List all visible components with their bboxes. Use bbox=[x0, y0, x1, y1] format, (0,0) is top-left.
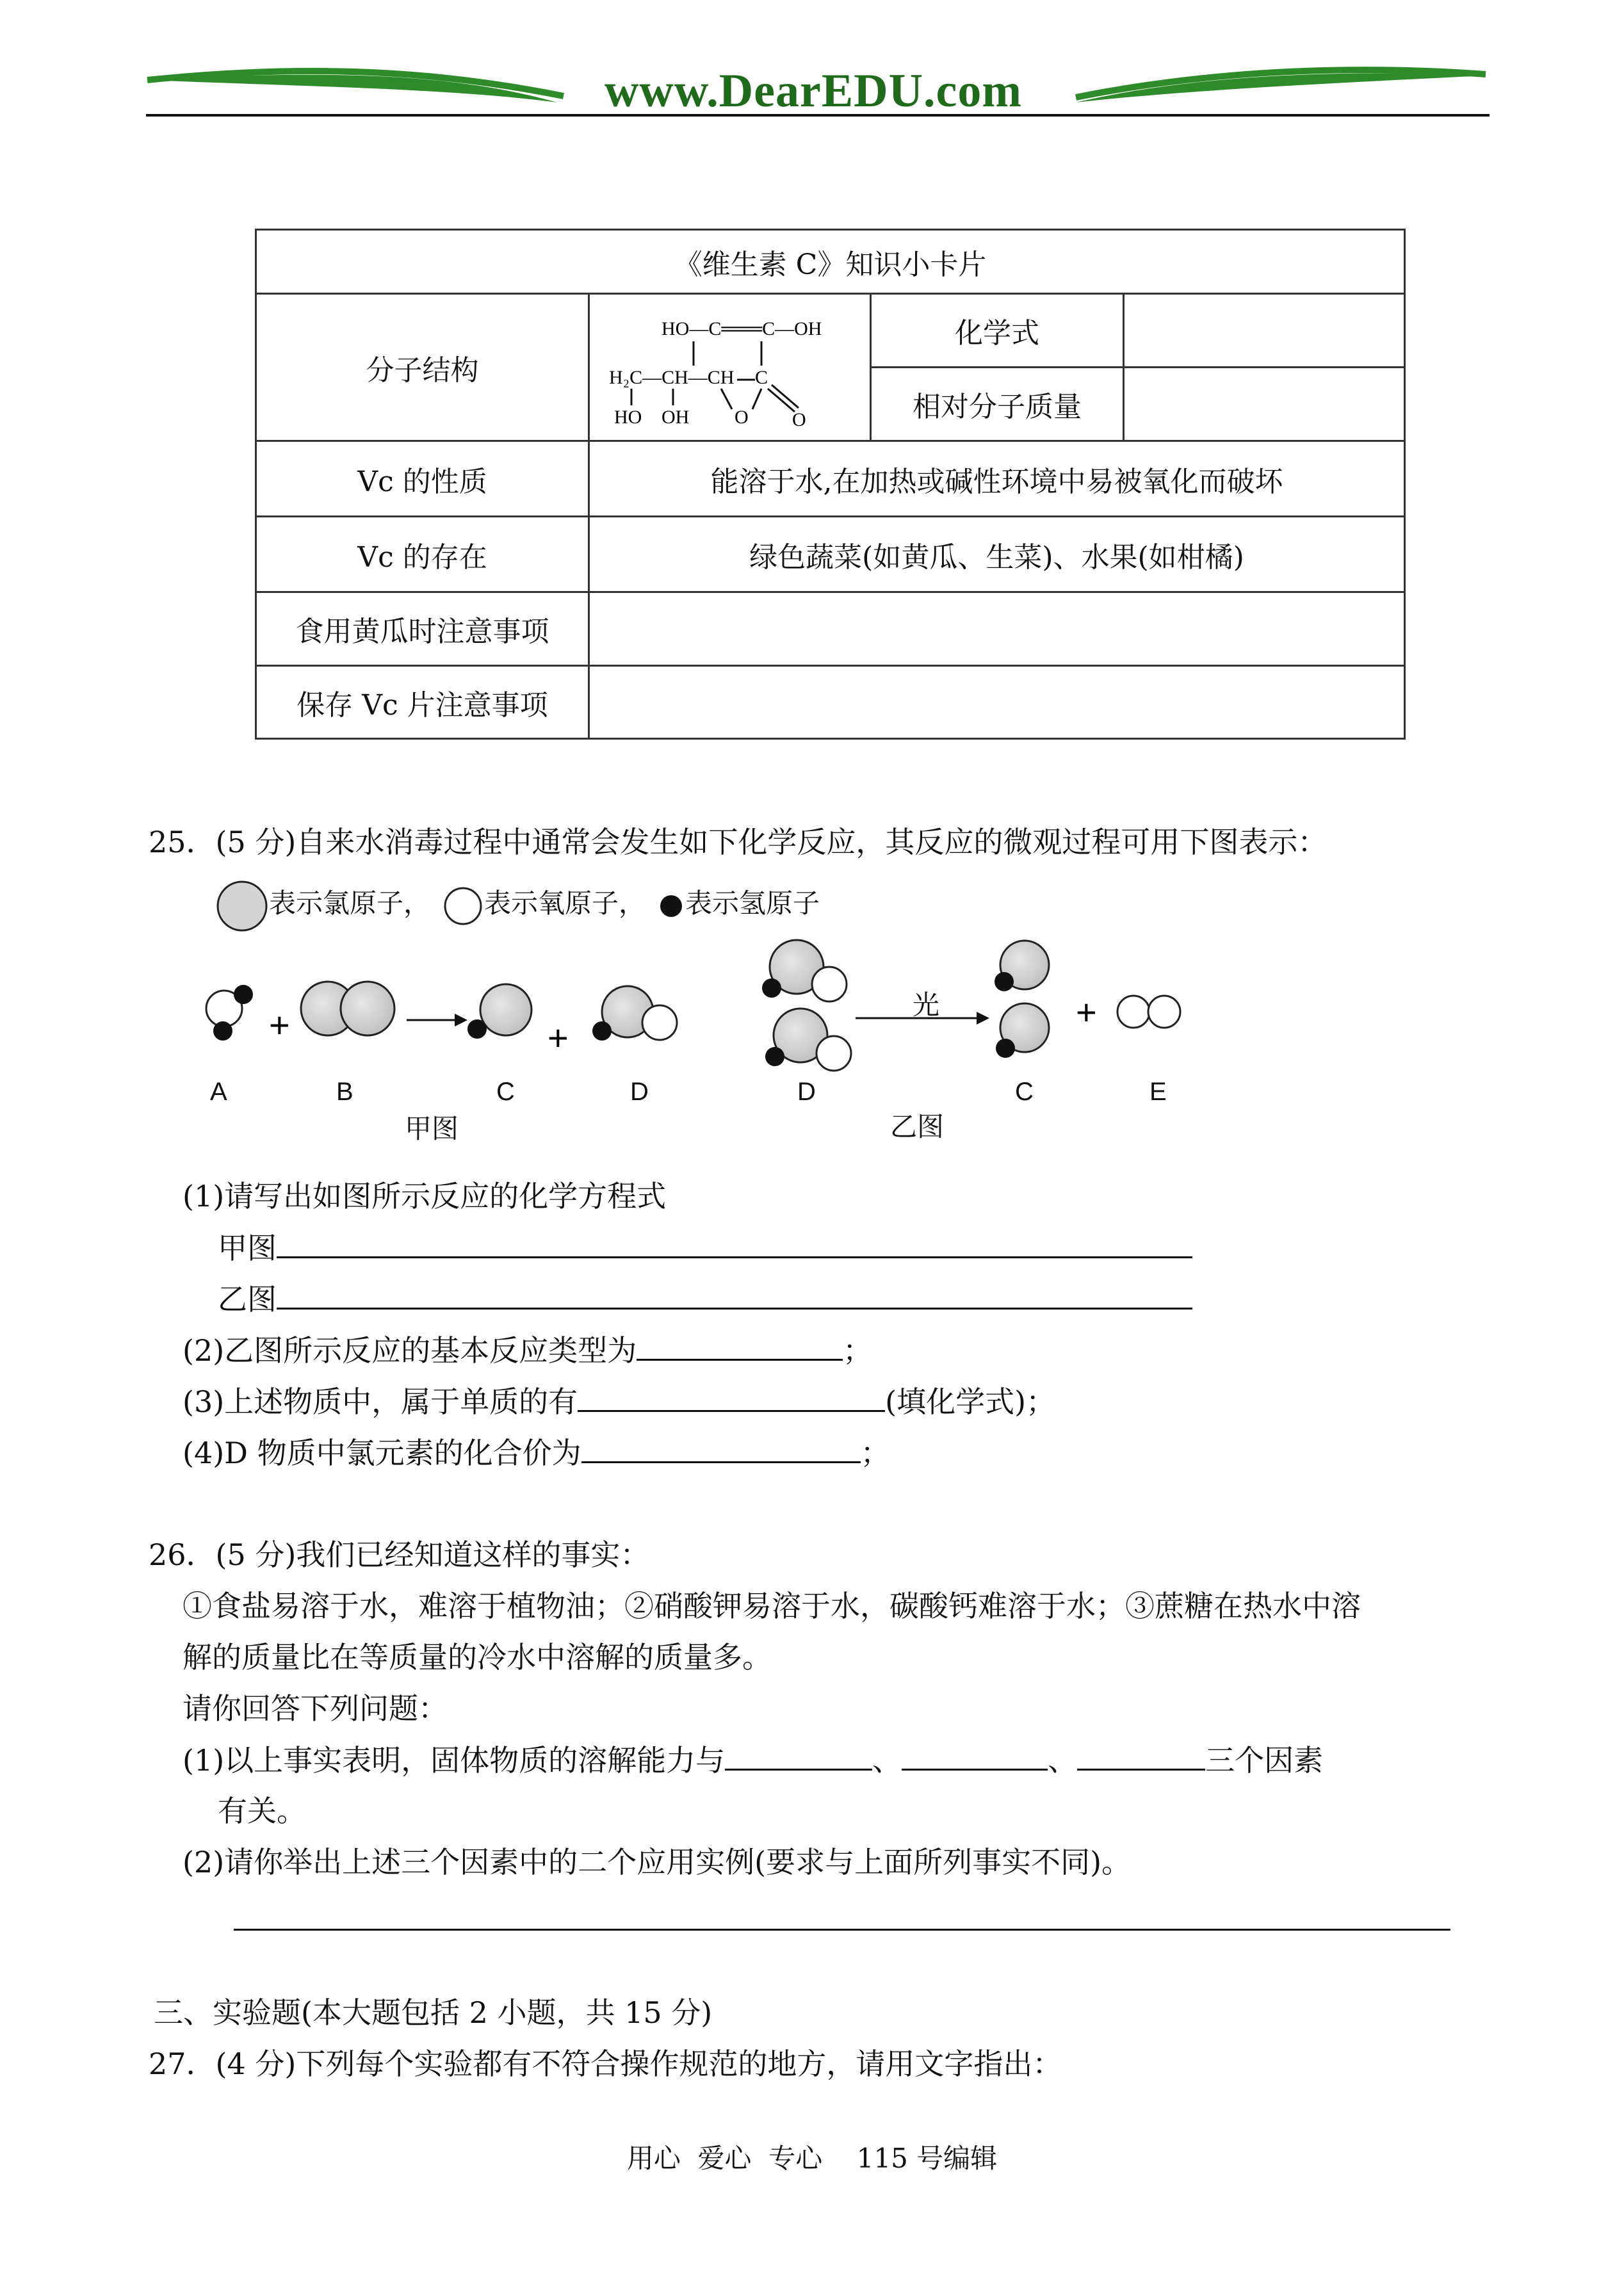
caption-jia: 甲图 bbox=[405, 1113, 459, 1144]
cucumber-label: 食用黄瓜时注意事项 bbox=[256, 592, 589, 666]
molecule-e-oxygen bbox=[1117, 996, 1180, 1028]
storage-label: 保存 Vc 片注意事项 bbox=[256, 666, 589, 739]
q25-p2 bbox=[183, 1331, 872, 1370]
molecule-d-hclo bbox=[592, 986, 677, 1041]
q25-p1-yi bbox=[218, 1279, 1192, 1318]
properties-label: Vc 的性质 bbox=[256, 441, 589, 517]
formula-label: 化学式 bbox=[871, 294, 1124, 368]
oxygen-atom-icon bbox=[445, 888, 481, 924]
mass-value[interactable] bbox=[1124, 368, 1405, 441]
q26-p1-sep-2: 、 bbox=[1048, 1743, 1078, 1778]
q25-p4-text: (4)D 物质中氯元素的化合价为 bbox=[183, 1436, 581, 1470]
vitamin-c-card bbox=[255, 229, 1404, 738]
legend-cl: 表示氯原子， bbox=[269, 888, 431, 919]
q25-p3 bbox=[183, 1382, 1055, 1421]
q25-p1-yi-label: 乙图 bbox=[218, 1282, 277, 1317]
q26-p1 bbox=[183, 1740, 1323, 1780]
molecular-structure bbox=[589, 294, 871, 441]
answer-examples-line[interactable] bbox=[234, 1929, 1450, 1931]
q25-p1-jia bbox=[218, 1228, 1192, 1267]
structure-label: 分子结构 bbox=[256, 294, 589, 441]
svg-text:+: + bbox=[548, 1018, 569, 1058]
structure-ring-o: O bbox=[735, 407, 749, 428]
structure-c-right: C bbox=[755, 367, 768, 388]
q27-stem: 27．(4 分)下列每个实验都有不符合操作规范的地方，请用文字指出： bbox=[149, 2047, 1062, 2081]
reaction-diagrams bbox=[186, 932, 1210, 1143]
legend-h: 表示氢原子 bbox=[685, 888, 820, 919]
structure-top: HO—C═══C—OH bbox=[662, 318, 822, 339]
q26-facts-line1: ①食盐易溶于水，难溶于植物油；②硝酸钾易溶于水，碳酸钙难溶于水；③蔗糖在热水中溶 bbox=[183, 1589, 1361, 1623]
q26-stem: 26．(5 分)我们已经知道这样的事实： bbox=[149, 1537, 650, 1572]
answer-elements[interactable] bbox=[578, 1382, 885, 1412]
answer-factor-2[interactable] bbox=[902, 1740, 1048, 1771]
existence-value: 绿色蔬菜(如黄瓜、生菜)、水果(如柑橘) bbox=[589, 517, 1405, 592]
q25-p2-text: (2)乙图所示反应的基本反应类型为 bbox=[183, 1333, 637, 1368]
card-title: 《维生素 C》知识小卡片 bbox=[256, 230, 1405, 294]
section3-title: 三、实验题(本大题包括 2 小题，共 15 分) bbox=[154, 1995, 713, 2030]
label-c-yi: C bbox=[1015, 1078, 1034, 1106]
answer-factor-1[interactable] bbox=[725, 1740, 872, 1771]
condition-light: 光 bbox=[913, 989, 940, 1021]
mass-label: 相对分子质量 bbox=[871, 368, 1124, 441]
molecule-c-hcl-2 bbox=[996, 1003, 1049, 1058]
svg-text:+: + bbox=[1076, 992, 1097, 1032]
structure-ho: HO bbox=[614, 407, 642, 428]
arrow-jia bbox=[407, 1014, 467, 1026]
answer-yi-equation[interactable] bbox=[277, 1279, 1192, 1310]
q25-p4 bbox=[183, 1433, 890, 1472]
molecule-d-hclo-2 bbox=[765, 1009, 851, 1071]
q25-p2-end: ； bbox=[843, 1333, 873, 1368]
q25-p4-end: ； bbox=[860, 1436, 890, 1470]
formula-value[interactable] bbox=[1124, 294, 1405, 368]
q25-p1-jia-label: 甲图 bbox=[218, 1231, 277, 1265]
label-b: B bbox=[336, 1078, 353, 1106]
label-a: A bbox=[210, 1078, 227, 1106]
label-c: C bbox=[496, 1078, 515, 1106]
storage-answer[interactable] bbox=[589, 666, 1405, 739]
q25-stem: 25．(5 分)自来水消毒过程中通常会发生如下化学反应，其反应的微观过程可用下图表示： bbox=[149, 825, 1328, 859]
existence-label: Vc 的存在 bbox=[256, 517, 589, 592]
answer-valence[interactable] bbox=[581, 1433, 861, 1463]
q26-ask: 请你回答下列问题： bbox=[183, 1691, 448, 1726]
label-e: E bbox=[1149, 1078, 1167, 1106]
legend-o: 表示氧原子， bbox=[484, 888, 646, 919]
site-logo[interactable]: www.DearEDU.com bbox=[604, 65, 1023, 117]
structure-oh: OH bbox=[662, 407, 690, 428]
svg-text:+: + bbox=[269, 1005, 290, 1045]
answer-jia-equation[interactable] bbox=[277, 1228, 1192, 1258]
molecule-c-hcl-1 bbox=[995, 941, 1049, 991]
label-d-yi: D bbox=[797, 1078, 816, 1106]
q25-legend bbox=[211, 880, 916, 932]
answer-reaction-type[interactable] bbox=[637, 1331, 843, 1361]
vitamin-c-structure-diagram bbox=[590, 295, 869, 439]
page-header bbox=[0, 0, 1624, 128]
chlorine-atom-icon bbox=[218, 882, 266, 930]
q25-p3-text: (3)上述物质中，属于单质的有 bbox=[183, 1384, 578, 1419]
structure-mid: H₂C—CH—CH bbox=[609, 367, 735, 388]
molecule-a-water bbox=[206, 985, 253, 1041]
caption-yi: 乙图 bbox=[890, 1111, 945, 1142]
q26-p1-text: (1)以上事实表明，固体物质的溶解能力与 bbox=[183, 1743, 726, 1778]
q26-p1-end: 三个因素 bbox=[1205, 1743, 1324, 1778]
molecule-d-hclo-1 bbox=[762, 940, 847, 1002]
q26-p1-cont: 有关。 bbox=[218, 1794, 306, 1828]
q26-p2: (2)请你举出上述三个因素中的二个应用实例(要求与上面所列事实不同)。 bbox=[183, 1845, 1132, 1879]
properties-value: 能溶于水,在加热或碱性环境中易被氧化而破坏 bbox=[589, 441, 1405, 517]
molecule-c-hcl bbox=[467, 984, 532, 1039]
label-d: D bbox=[630, 1078, 649, 1106]
answer-factor-3[interactable] bbox=[1077, 1740, 1205, 1771]
cucumber-answer[interactable] bbox=[589, 592, 1405, 666]
hydrogen-atom-icon bbox=[660, 895, 682, 917]
q26-facts-line2: 解的质量比在等质量的冷水中溶解的质量多。 bbox=[183, 1640, 772, 1675]
page-footer: 用心 爱心 专心 115 号编辑 bbox=[626, 2143, 998, 2174]
q25-p3-end: (填化学式)； bbox=[885, 1384, 1056, 1419]
q26-p1-sep-1: 、 bbox=[872, 1743, 902, 1778]
molecule-b-chlorine bbox=[301, 982, 394, 1035]
structure-carbonyl-o: O bbox=[792, 409, 806, 430]
q25-p1: (1)请写出如图所示反应的化学方程式 bbox=[183, 1179, 667, 1213]
